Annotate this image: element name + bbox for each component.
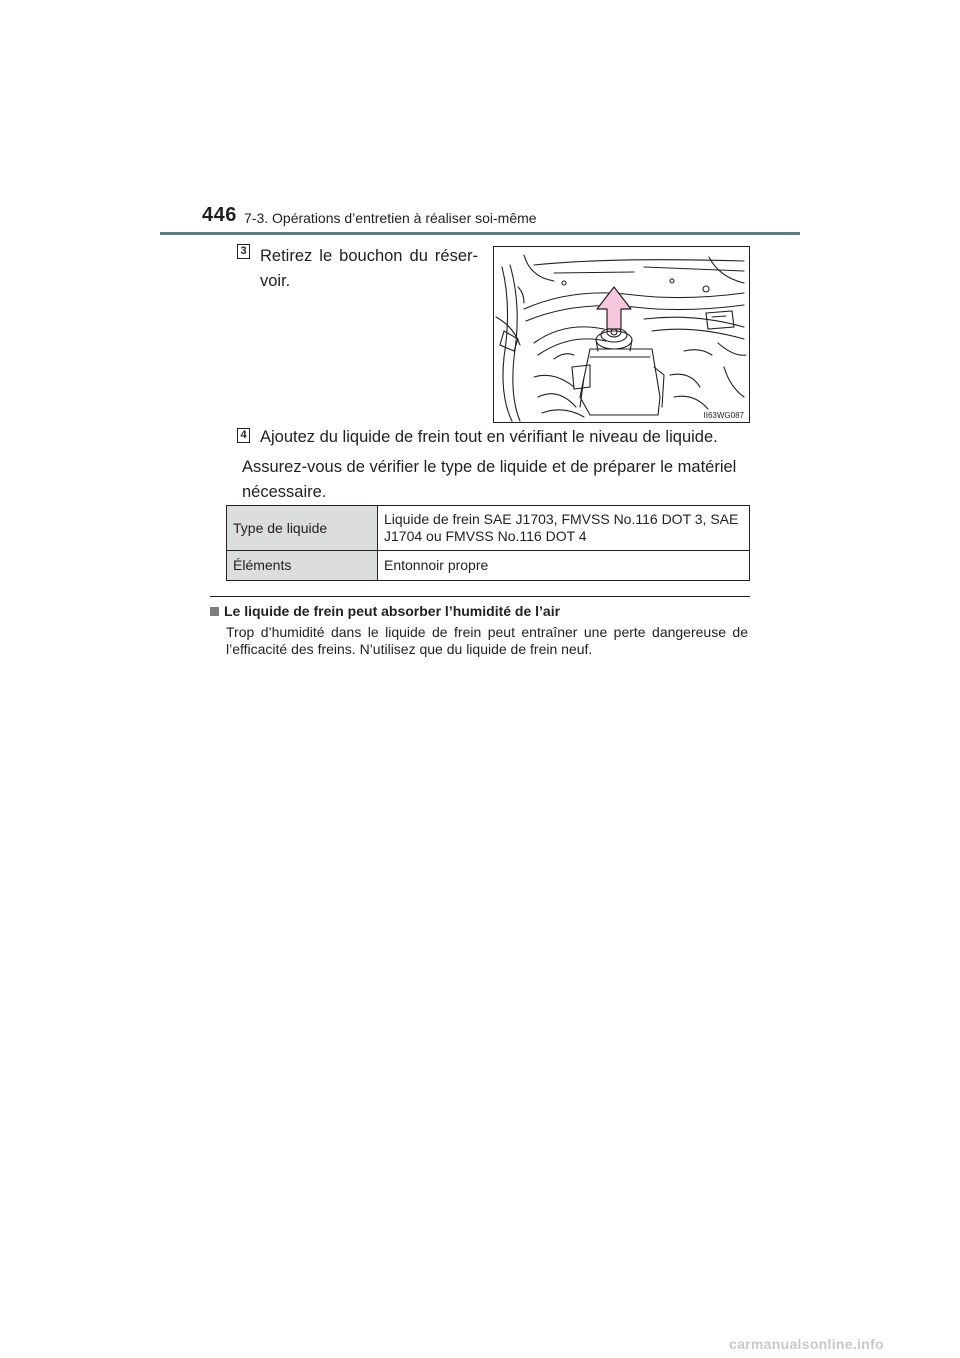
- figure-code: II63WG087: [703, 411, 744, 420]
- square-bullet-icon: [210, 607, 219, 616]
- watermark: carmanualsonline.info: [729, 1336, 884, 1352]
- step-4-badge: 4: [237, 428, 250, 443]
- brake-reservoir-illustration: [493, 246, 750, 423]
- step-4-text: Ajoutez du liquide de frein tout en vérifiant le niveau de liquide.: [260, 428, 718, 446]
- page-number: 446: [202, 204, 237, 226]
- note-body: Trop d’humidité dans le liquide de frein peut entraîner une perte dangereuse de l’efficacité des freins. N’utilisez que du liquide de frein neuf.: [226, 624, 748, 657]
- table-value-cell: Liquide de frein SAE J1703, FMVSS No.116 DOT 3, SAE J1704 ou FMVSS No.116 DOT 4: [378, 506, 750, 551]
- note-title: [210, 603, 560, 619]
- section-title: 7-3. Opérations d’entretien à réaliser soi-même: [244, 210, 537, 226]
- step-3-badge: 3: [237, 244, 250, 259]
- note-title-text: Le liquide de frein peut absorber l’humidité de l’air: [224, 603, 561, 619]
- engine-bay-drawing: [494, 247, 749, 422]
- section-divider: [210, 596, 750, 597]
- table-key-cell: Type de liquide: [227, 506, 378, 551]
- table-value-cell: Entonnoir propre: [378, 551, 750, 581]
- step-3-text: Retirez le bouchon du réser-voir.: [260, 247, 478, 290]
- step-4-note: Assurez-vous de vérifier le type de liquide et de préparer le matériel nécessaire.: [242, 458, 737, 501]
- table-row: [227, 551, 750, 581]
- header-rule: [160, 232, 800, 235]
- table-key-cell: Éléments: [227, 551, 378, 581]
- brake-fluid-spec-table: [226, 505, 750, 581]
- table-row: [227, 506, 750, 551]
